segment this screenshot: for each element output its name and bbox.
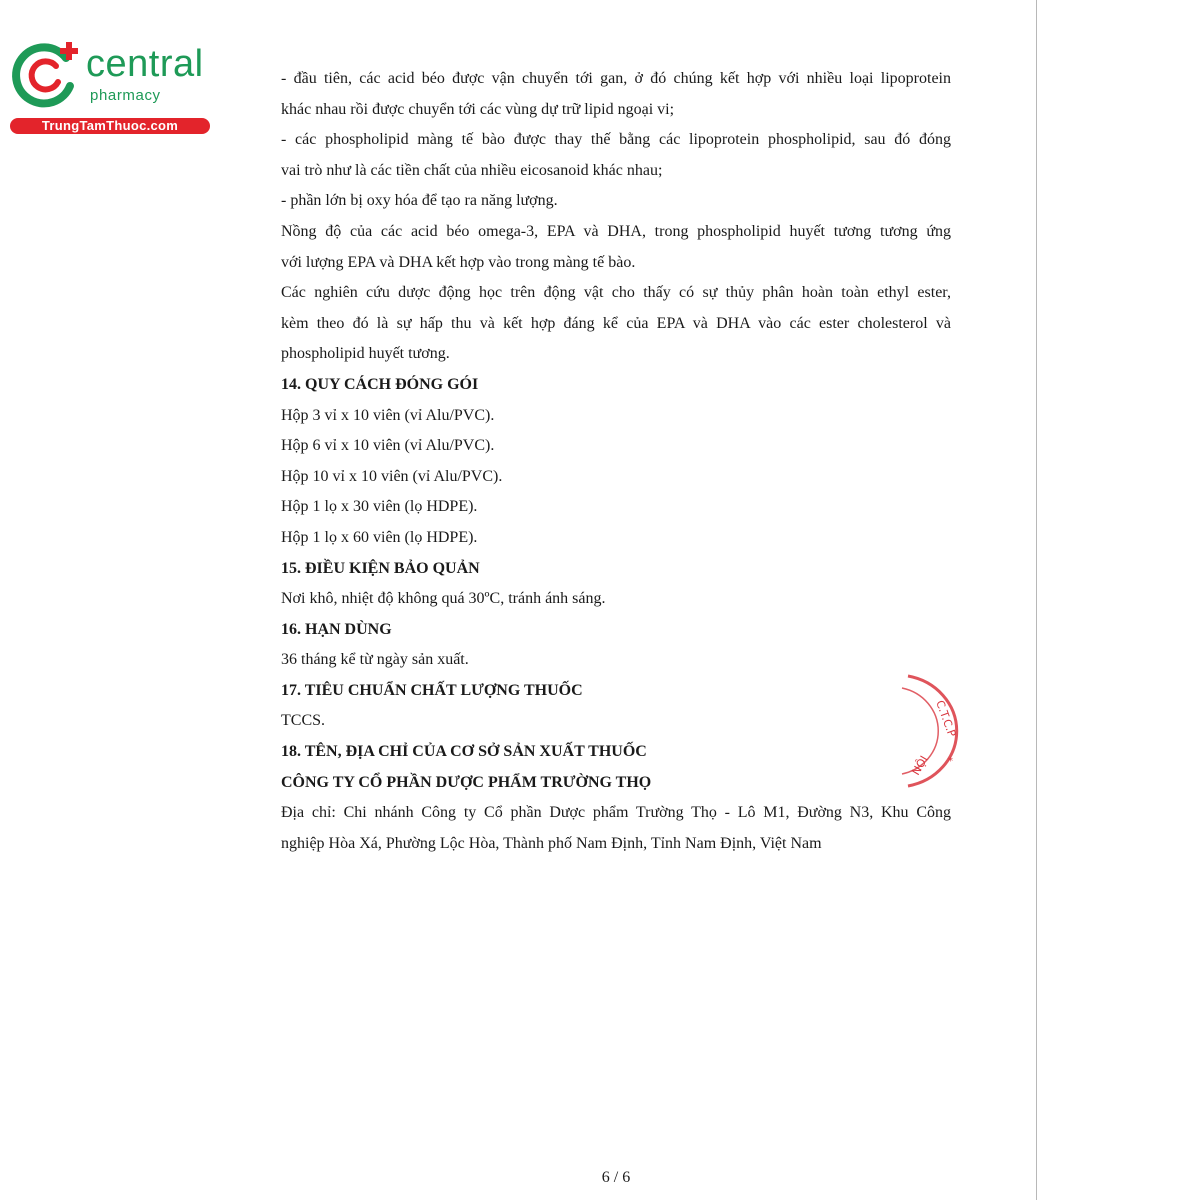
paragraph-line: Các nghiên cứu dược động học trên động vật cho thấy có sự thủy phân hoàn toàn ethyl ester,: [281, 284, 951, 302]
paragraph-line: khác nhau rồi được chuyển tới các vùng dự trữ lipid ngoại vi;: [281, 100, 675, 118]
company-seal-stamp: [878, 672, 960, 790]
paragraph-line: Nơi khô, nhiệt độ không quá 30ºC, tránh ánh sáng.: [281, 590, 606, 608]
paragraph-line: với lượng EPA và DHA kết hợp vào trong màng tế bào.: [281, 253, 636, 271]
paragraph-line: phospholipid huyết tương.: [281, 345, 450, 363]
pharmacy-cross-icon: [8, 36, 88, 116]
manufacturer-address-line: nghiệp Hòa Xá, Phường Lộc Hòa, Thành phố Nam Định, Tỉnh Nam Định, Việt Nam: [281, 834, 822, 852]
paragraph-line: - phần lớn bị oxy hóa để tạo ra năng lượng.: [281, 192, 558, 210]
manufacturer-address-line: Địa chỉ: Chi nhánh Công ty Cổ phần Dược phẩm Trường Thọ - Lô M1, Đường N3, Khu Công: [281, 804, 951, 822]
paragraph-line: TCCS.: [281, 712, 326, 730]
section-heading-packaging: 14. QUY CÁCH ĐÓNG GÓI: [281, 375, 479, 393]
seal-text: C.T.C.P: [933, 698, 959, 739]
logo-wordmark: central: [86, 43, 204, 85]
logo-website[interactable]: TrungTamThuoc.com: [10, 118, 210, 134]
list-item: Hộp 1 lọ x 30 viên (lọ HDPE).: [281, 498, 478, 516]
section-heading-shelf-life: 16. HẠN DÙNG: [281, 620, 392, 638]
list-item: Hộp 10 vỉ x 10 viên (vỉ Alu/PVC).: [281, 467, 503, 485]
paragraph-line: vai trò như là các tiền chất của nhiều eicosanoid khác nhau;: [281, 161, 663, 179]
seal-text-bottom: NỘI: [909, 753, 931, 778]
paragraph-line: - các phospholipid màng tế bào được thay thế bằng các lipoprotein phospholipid, sau đó đóng: [281, 131, 951, 149]
paragraph-line: 36 tháng kể từ ngày sản xuất.: [281, 651, 469, 669]
list-item: Hộp 6 vỉ x 10 viên (vỉ Alu/PVC).: [281, 437, 495, 455]
paragraph-line: kèm theo đó là sự hấp thu và kết hợp đáng kể của EPA và DHA vào các ester cholesterol và: [281, 314, 951, 332]
list-item: Hộp 3 vỉ x 10 viên (vỉ Alu/PVC).: [281, 406, 495, 424]
section-heading-manufacturer: 18. TÊN, ĐỊA CHỈ CỦA CƠ SỞ SẢN XUẤT THUỐC: [281, 743, 647, 761]
document-body: [281, 64, 951, 859]
manufacturer-name: CÔNG TY CỔ PHẦN DƯỢC PHẨM TRƯỜNG THỌ: [281, 773, 652, 791]
paragraph-line: Nồng độ của các acid béo omega-3, EPA và DHA, trong phospholipid huyết tương tương ứng: [281, 222, 951, 240]
page-number: 6 / 6: [601, 1169, 631, 1186]
section-heading-storage: 15. ĐIỀU KIỆN BẢO QUẢN: [281, 559, 480, 577]
section-heading-quality-standard: 17. TIÊU CHUẨN CHẤT LƯỢNG THUỐC: [281, 681, 583, 699]
logo-subtitle: pharmacy: [90, 87, 161, 104]
svg-text:*: *: [948, 756, 953, 767]
paragraph-line: - đầu tiên, các acid béo được vận chuyển tới gan, ở đó chúng kết hợp với nhiều loại lipoprotein: [281, 70, 951, 87]
list-item: Hộp 1 lọ x 60 viên (lọ HDPE).: [281, 528, 478, 546]
page-edge-line: [1036, 0, 1037, 1200]
central-pharmacy-logo[interactable]: [8, 36, 213, 136]
